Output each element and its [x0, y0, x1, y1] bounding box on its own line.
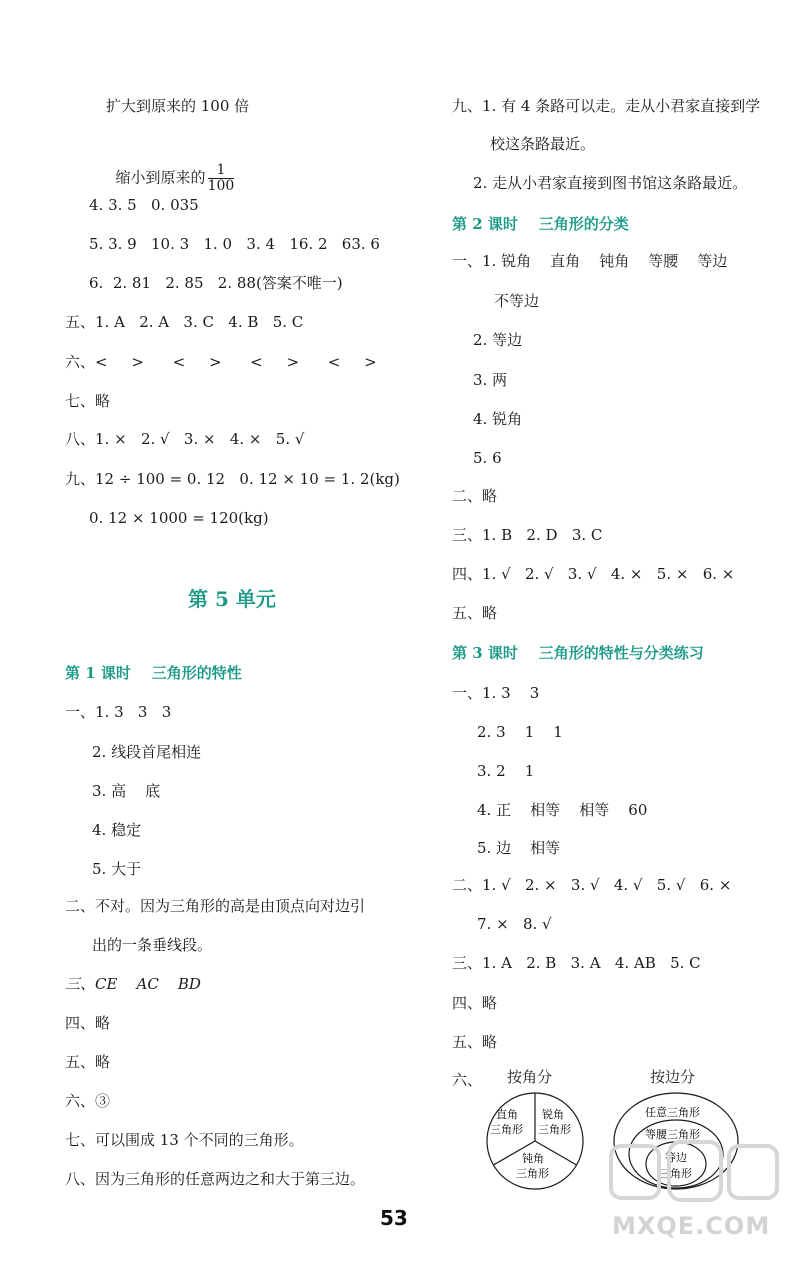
answer-line: 七、略 — [65, 392, 111, 410]
page-number: 53 — [380, 1206, 408, 1230]
answer-line: 八、因为三角形的任意两边之和大于第三边。 — [65, 1170, 366, 1188]
answer-line: 5. 6 — [473, 449, 502, 467]
answer-line: 二、不对。因为三角形的高是由顶点向对边引 — [65, 897, 366, 915]
answer-line: 七、可以围成 13 个不同的三角形。 — [65, 1131, 304, 1149]
answer-line: 4. 3. 5 0. 035 — [89, 196, 199, 214]
answer-line: 3. 高 底 — [92, 782, 161, 800]
answer-line: 六、③ — [65, 1092, 111, 1110]
answer-line: 五、略 — [452, 1033, 498, 1051]
answer-line: 九、1. 有 4 条路可以走。走从小君家直接到学 — [452, 97, 761, 115]
answer-line: 二、1. √ 2. × 3. √ 4. √ 5. √ 6. × — [452, 876, 732, 894]
fraction-numerator: 1 — [208, 163, 235, 179]
answer-line: 校这条路最近。 — [490, 135, 596, 153]
answer-line: 一、1. 3 3 — [452, 684, 540, 702]
equilateral-triangle-label: 三角形 — [659, 1167, 692, 1180]
answer-line: 六、 — [452, 1071, 483, 1089]
fraction-denominator: 100 — [207, 178, 235, 194]
right-triangle-label: 直角 — [496, 1108, 518, 1121]
acute-triangle-label: 三角形 — [538, 1123, 571, 1136]
watermark-text: MXQE.COM — [612, 1212, 771, 1240]
answer-line: 五、略 — [452, 604, 498, 622]
answer-line: 4. 正 相等 相等 60 — [477, 801, 648, 819]
answer-line: 三、1. A 2. B 3. A 4. AB 5. C — [452, 954, 701, 972]
answer-line: 3. 两 — [473, 371, 508, 389]
answer-line: 三、1. B 2. D 3. C — [452, 526, 603, 544]
unit-title: 第 5 单元 — [188, 587, 276, 611]
answer-line: 3. 2 1 — [477, 762, 535, 780]
answer-line: 2. 线段首尾相连 — [92, 743, 202, 761]
obtuse-triangle-label: 三角形 — [516, 1167, 549, 1180]
watermark-glyphs — [611, 1142, 777, 1200]
any-triangle-label: 任意三角形 — [645, 1106, 700, 1119]
obtuse-triangle-label: 钝角 — [522, 1152, 544, 1165]
answer-line: 四、1. √ 2. √ 3. √ 4. × 5. × 6. × — [452, 565, 735, 583]
angle-diagram-title: 按角分 — [507, 1068, 553, 1086]
answer-line: 三、CE AC BD — [65, 975, 201, 993]
answer-line: 出的一条垂线段。 — [92, 936, 213, 954]
answer-line: 6. 2. 81 2. 85 2. 88(答案不唯一) — [89, 274, 343, 292]
equilateral-triangle-label: 等边 — [665, 1151, 687, 1164]
answer-line: 5. 3. 9 10. 3 1. 0 3. 4 16. 2 63. 6 — [89, 235, 380, 253]
lesson-heading: 第 1 课时 三角形的特性 — [65, 664, 242, 682]
acute-triangle-label: 锐角 — [542, 1108, 564, 1121]
side-diagram-title: 按边分 — [650, 1068, 696, 1086]
answer-line: 五、略 — [65, 1053, 111, 1071]
answer-line: 5. 大于 — [92, 860, 142, 878]
lesson-heading: 第 2 课时 三角形的分类 — [452, 215, 629, 233]
answer-line: 八、1. × 2. √ 3. × 4. × 5. √ — [65, 430, 305, 448]
answer-line-fraction — [106, 143, 234, 194]
answer-line: 2. 等边 — [473, 331, 523, 349]
answer-line: 二、略 — [452, 487, 498, 505]
answer-line: 4. 锐角 — [473, 410, 523, 428]
right-triangle-label: 三角形 — [490, 1123, 523, 1136]
answer-line: 4. 稳定 — [92, 821, 142, 839]
answer-line: 一、1. 锐角 直角 钝角 等腰 等边 — [452, 252, 728, 270]
answer-text: 缩小到原来的 — [115, 168, 206, 187]
answer-line: 六、< > < > < > < > — [65, 353, 377, 371]
isosceles-triangle-label: 等腰三角形 — [645, 1128, 700, 1141]
answer-line: 五、1. A 2. A 3. C 4. B 5. C — [65, 313, 304, 331]
answer-line: 九、12 ÷ 100 = 0. 12 0. 12 × 10 = 1. 2(kg) — [65, 470, 400, 488]
answer-line: 5. 边 相等 — [477, 839, 561, 857]
fraction — [208, 163, 235, 194]
lesson-heading: 第 3 课时 三角形的特性与分类练习 — [452, 644, 704, 662]
answer-line: 7. × 8. √ — [477, 915, 552, 933]
answer-line: 2. 3 1 1 — [477, 723, 563, 741]
answer-line: 0. 12 × 1000 = 120(kg) — [89, 509, 269, 527]
answer-line: 四、略 — [452, 994, 498, 1012]
answer-line: 2. 走从小君家直接到图书馆这条路最近。 — [473, 174, 748, 192]
answer-line: 扩大到原来的 100 倍 — [106, 97, 250, 115]
answer-line: 一、1. 3 3 3 — [65, 703, 172, 721]
answer-line: 四、略 — [65, 1014, 111, 1032]
answer-line: 不等边 — [494, 292, 540, 310]
